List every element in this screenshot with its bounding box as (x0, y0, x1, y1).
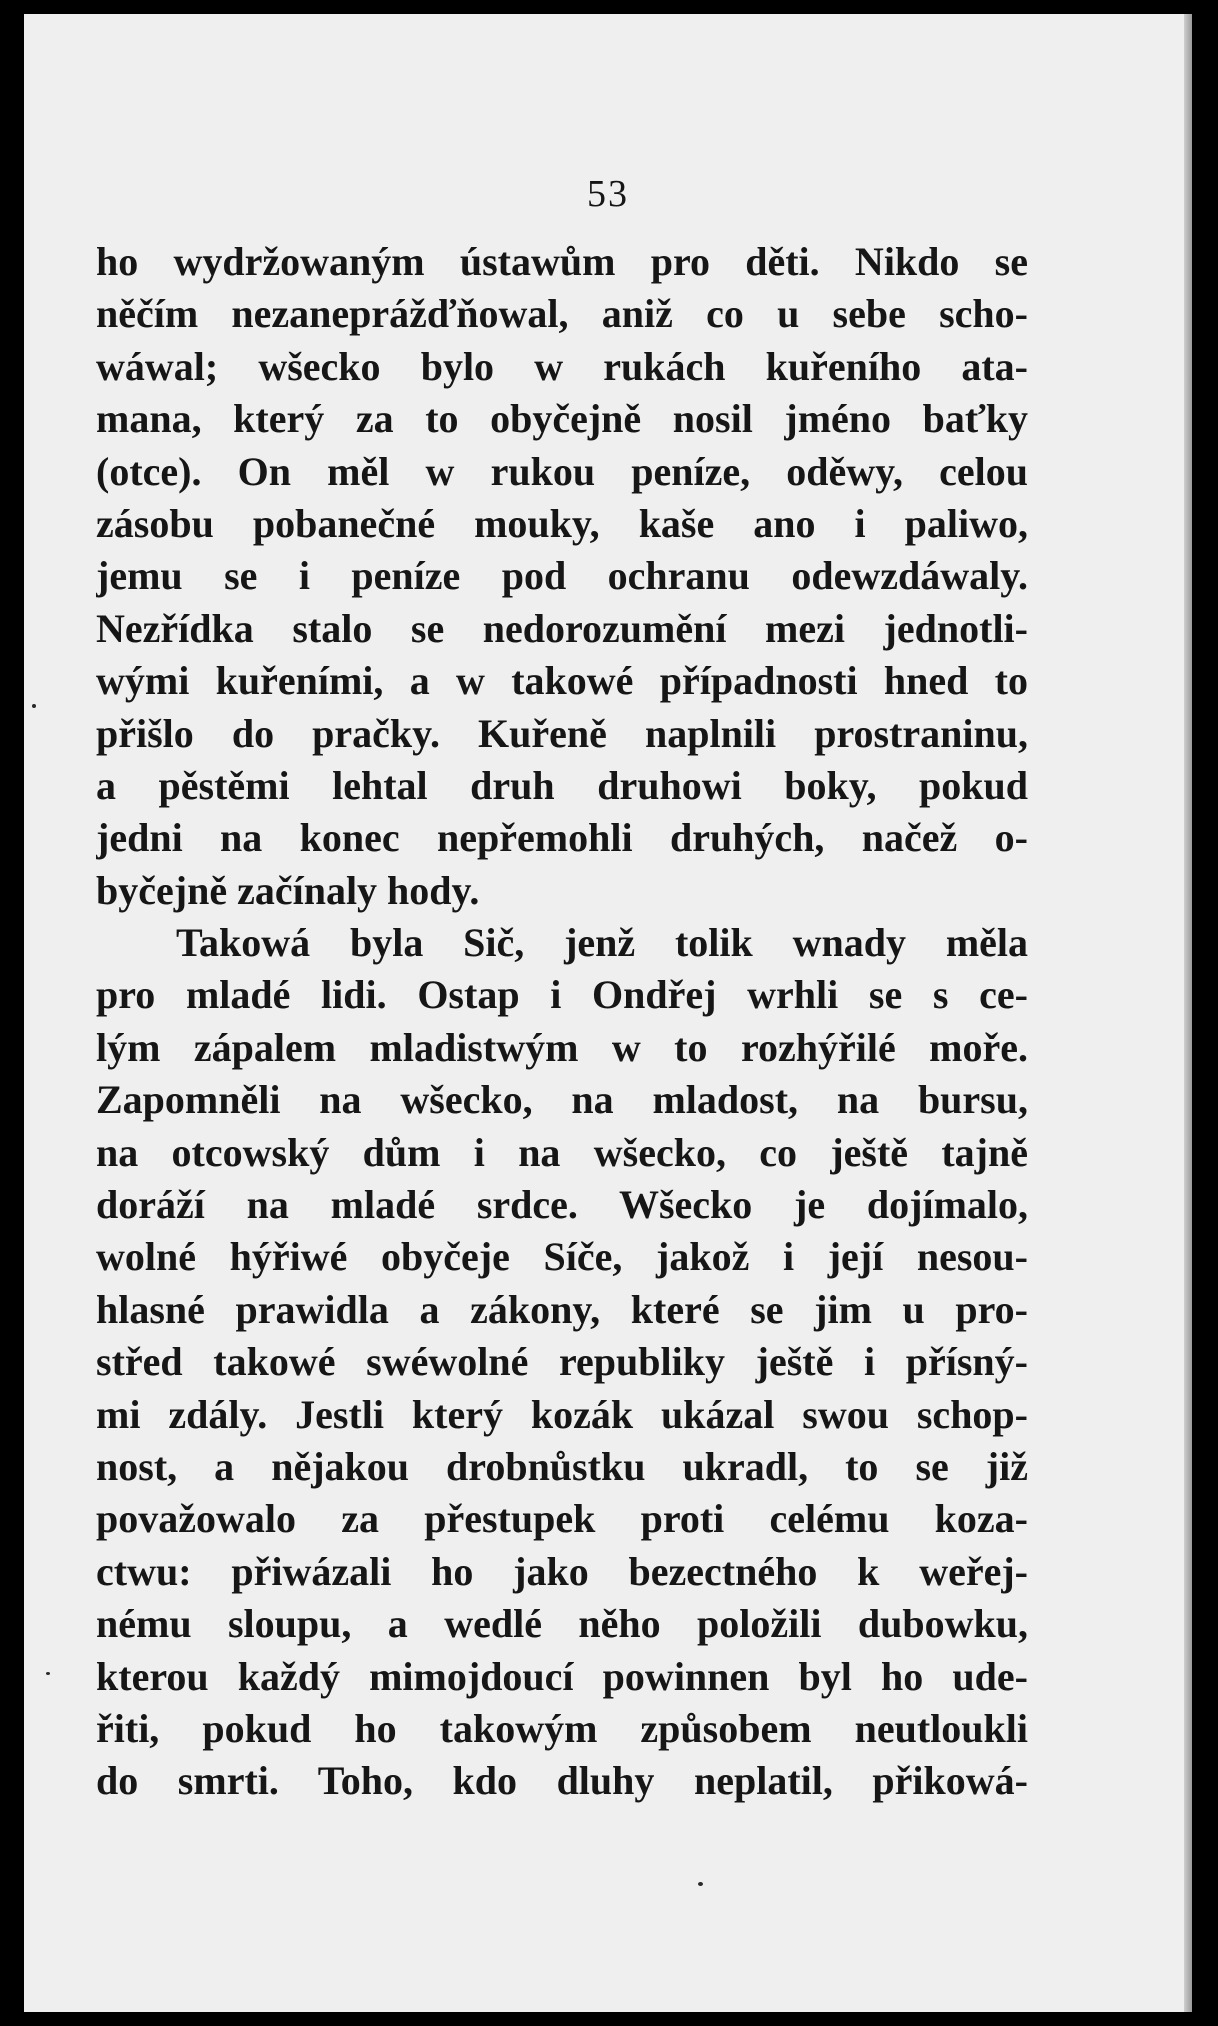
text-line: řiti, pokud ho takowým způsobem neutloukli (96, 1705, 1028, 1751)
text-line: mi zdály. Jestli který kozák ukázal swou schop- (96, 1391, 1028, 1437)
text-line: střed takowé swéwolné republiky ještě i přísný- (96, 1339, 1028, 1385)
text-line: kterou každý mimojdoucí powinnen byl ho ude- (96, 1653, 1028, 1699)
text-line: doráží na mladé srdce. Wšecko je dojímalo, (96, 1182, 1028, 1228)
text-line: ho wydržowaným ústawům pro děti. Nikdo se (96, 239, 1028, 284)
text-line: považowalo za přestupek proti celému koza- (96, 1496, 1028, 1542)
text-line: pro mladé lidi. Ostap i Ondřej wrhli se s ce- (96, 972, 1028, 1018)
text-line: jedni na konec nepřemohli druhých, načež o- (96, 815, 1028, 861)
text-line: lým zápalem mladistwým w to rozhýřilé moře. (96, 1024, 1028, 1070)
text-line: (otce). On měl w rukou peníze, oděwy, celou (96, 448, 1028, 494)
text-line: přišlo do pračky. Kuřeně naplnili prostraninu, (96, 710, 1028, 756)
text-line: wáwal; wšecko bylo w rukách kuřeního ata- (96, 343, 1028, 389)
text-line: a pěstěmi lehtal druh druhowi boky, pokud (96, 762, 1028, 808)
text-line: mana, který za to obyčejně nosil jméno baťky (96, 396, 1028, 442)
ink-speck (698, 1882, 703, 1886)
text-line: zásobu pobanečné mouky, kaše ano i paliwo, (96, 500, 1028, 546)
text-line-paragraph-end: byčejně začínaly hody. (96, 867, 480, 913)
page-edge (1184, 14, 1192, 2012)
body-text (96, 236, 1028, 1808)
text-line: nému sloupu, a wedlé něho položili dubowku, (96, 1601, 1028, 1647)
book-page (24, 14, 1192, 2012)
page-number: 53 (587, 173, 629, 215)
text-line: jemu se i peníze pod ochranu odewzdáwaly. (96, 553, 1028, 599)
text-line-paragraph-start: Takowá byla Sič, jenž tolik wnady měla (176, 920, 1028, 966)
ink-speck (32, 704, 36, 708)
text-line: ctwu: přiwázali ho jako bezectného k weřej- (96, 1548, 1028, 1594)
text-line: do smrti. Toho, kdo dluhy neplatil, přikowá- (96, 1758, 1028, 1804)
text-line: něčím nezaneprážďňowal, aniž co u sebe scho- (96, 291, 1028, 337)
text-line: nost, a nějakou drobnůstku ukradl, to se již (96, 1443, 1028, 1489)
text-line: wými kuřeními, a w takowé případnosti hned to (96, 658, 1028, 704)
text-line: na otcowský dům i na wšecko, co ještě tajně (96, 1129, 1028, 1175)
ink-speck (46, 1672, 50, 1675)
text-line: wolné hýřiwé obyčeje Síče, jakož i její nesou- (96, 1234, 1028, 1280)
text-line: Zapomněli na wšecko, na mladost, na bursu, (96, 1077, 1028, 1123)
text-line: hlasné prawidla a zákony, které se jim u pro- (96, 1286, 1028, 1332)
text-line: Nezřídka stalo se nedorozumění mezi jednotli- (96, 605, 1028, 651)
